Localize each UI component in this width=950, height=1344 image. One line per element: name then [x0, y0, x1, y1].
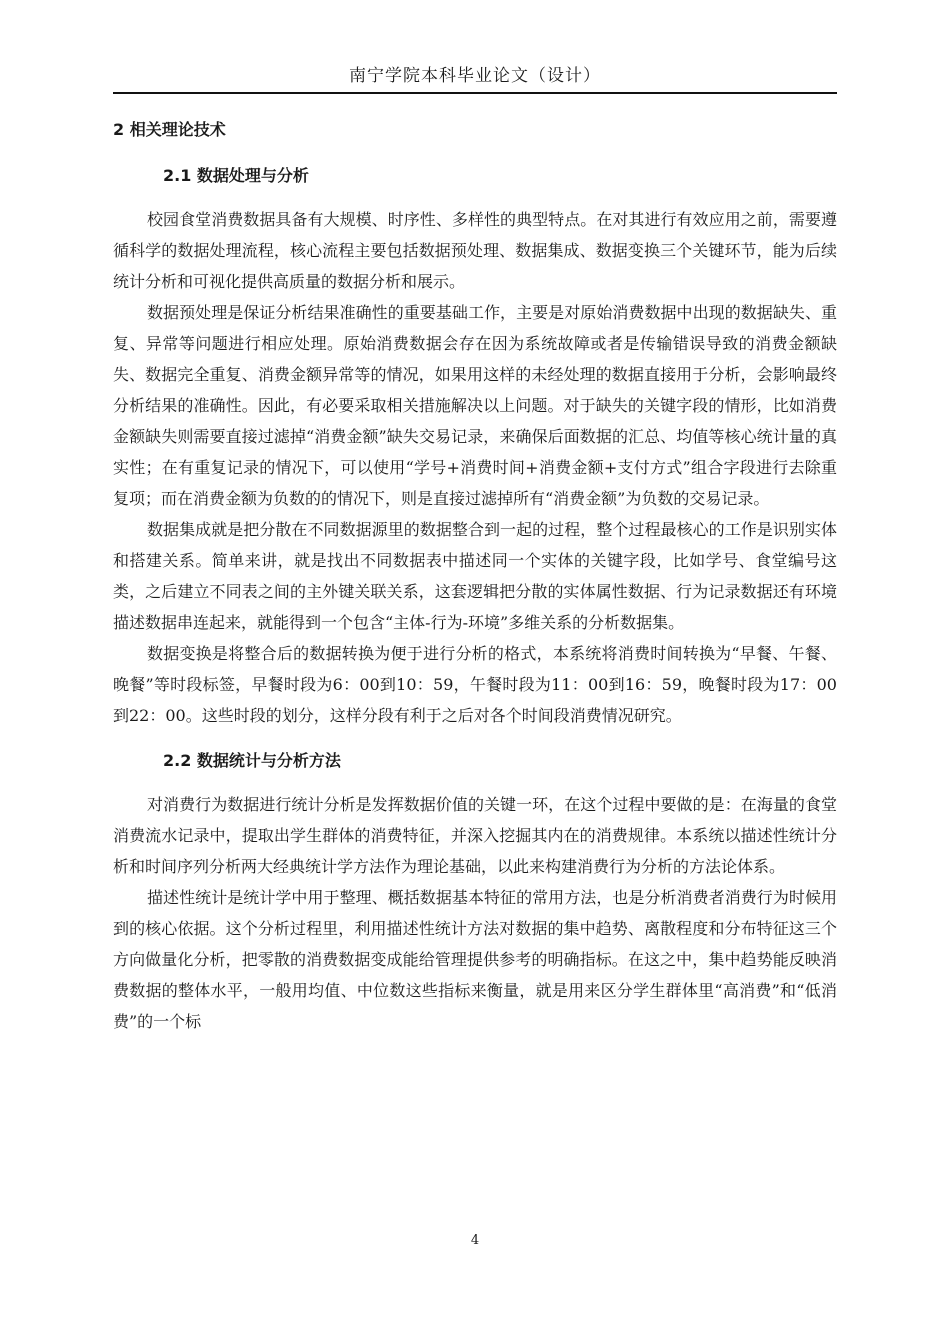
subsection-heading-2-2: 2.2 数据统计与分析方法	[163, 751, 341, 770]
paragraph: 数据预处理是保证分析结果准确性的重要基础工作，主要是对原始消费数据中出现的数据缺失、重复、异常等问题进行相应处理。原始消费数据会存在因为系统故障或者是传输错误导致的消费金额缺失、数据完全重复、消费金额异常等的情况，如果用这样的未经处理的数据直接用于分析，会影响最终分析结果的准确性。因此，有必要采取相关措施解决以上问题。对于缺失的关键字段的情形，比如消费金额缺失则需要直接过滤掉“消费金额”缺失交易记录，来确保后面数据的汇总、均值等核心统计量的真实性；在有重复记录的情况下，可以使用“学号+消费时间+消费金额+支付方式”组合字段进行去除重复项；而在消费金额为负数的的情况下，则是直接过滤掉所有“消费金额”为负数的交易记录。	[113, 303, 837, 508]
running-header: 南宁学院本科毕业论文（设计）	[349, 66, 601, 86]
section-heading: 2 相关理论技术	[113, 120, 226, 139]
page-content	[113, 112, 837, 1037]
subsection-heading-2-1: 2.1 数据处理与分析	[163, 166, 309, 185]
paragraph: 数据集成就是把分散在不同数据源里的数据整合到一起的过程，整个过程最核心的工作是识别实体和搭建关系。简单来讲，就是找出不同数据表中描述同一个实体的关键字段，比如学号、食堂编号这类，之后建立不同表之间的主外键关联关系，这套逻辑把分散的实体属性数据、行为记录数据还有环境描述数据串连起来，就能得到一个包含“主体-行为-环境”多维关系的分析数据集。	[113, 520, 837, 632]
paragraph: 描述性统计是统计学中用于整理、概括数据基本特征的常用方法，也是分析消费者消费行为时候用到的核心依据。这个分析过程里，利用描述性统计方法对数据的集中趋势、离散程度和分布特征这三个方向做量化分析，把零散的消费数据变成能给管理提供参考的明确指标。在这之中，集中趋势能反映消费数据的整体水平，一般用均值、中位数这些指标来衡量，就是用来区分学生群体里“高消费”和“低消费”的一个标	[113, 888, 837, 1031]
paragraph: 数据变换是将整合后的数据转换为便于进行分析的格式，本系统将消费时间转换为“早餐、午餐、晚餐”等时段标签，早餐时段为6：00到10：59，午餐时段为11：00到16：59，晚餐时段为17：00到22：00。这些时段的划分，这样分段有利于之后对各个时间段消费情况研究。	[113, 644, 837, 725]
header-rule	[113, 92, 837, 94]
section-gap	[113, 731, 837, 743]
page-number: 4	[470, 1233, 480, 1248]
paragraph: 校园食堂消费数据具备有大规模、时序性、多样性的典型特点。在对其进行有效应用之前，需要遵循科学的数据处理流程，核心流程主要包括数据预处理、数据集成、数据变换三个关键环节，能为后续统计分析和可视化提供高质量的数据分析和展示。	[113, 210, 837, 291]
paragraph: 对消费行为数据进行统计分析是发挥数据价值的关键一环，在这个过程中要做的是：在海量的食堂消费流水记录中，提取出学生群体的消费特征，并深入挖掘其内在的消费规律。本系统以描述性统计分析和时间序列分析两大经典统计学方法作为理论基础，以此来构建消费行为分析的方法论体系。	[113, 795, 837, 876]
